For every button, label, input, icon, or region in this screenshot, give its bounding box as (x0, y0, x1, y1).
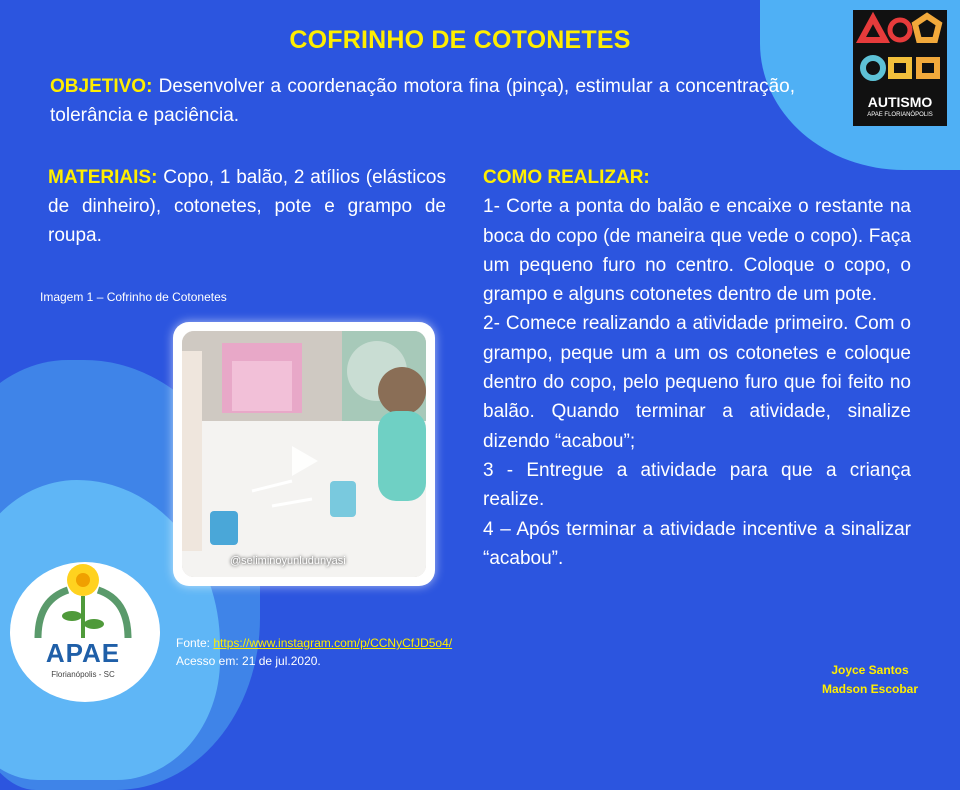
how-label: COMO REALIZAR: (483, 167, 650, 188)
step-3: 3 - Entregue a atividade para que a criança realize. (483, 459, 911, 511)
source-block (176, 634, 452, 670)
step-1: 1- Corte a ponta do balão e encaixe o restante na boca do copo (de maneira que vede o copo). Faça um pequeno furo no centro. Coloque o copo, o grampo e alguns cotonetes dentro de um pote. (483, 196, 911, 306)
photo-watermark: @seliminoyunludunyasi (230, 555, 346, 567)
step-4: 4 – Após terminar a atividade incentive a sinalizar “acabou”. (483, 518, 911, 569)
autismo-logo-subtext: APAE FLORIANÓPOLIS (867, 112, 933, 118)
autismo-logo-text: AUTISMO (867, 94, 933, 110)
apae-flower-icon (28, 560, 138, 640)
step-2: 2- Comece realizando a atividade primeiro. Com o grampo, peque um a um os cotonetes e coloque dentro do copo, pelo pequeno furo que foi feito no balão. Quando terminar a atividade, sinalize dizendo “acabou”; (483, 313, 911, 452)
materials-label: MATERIAIS: (48, 167, 158, 188)
apae-logo-text: APAE (45, 638, 121, 668)
activity-photo[interactable] (182, 331, 426, 577)
objective-label: OBJETIVO: (50, 76, 153, 97)
autismo-shapes-icon (853, 10, 947, 94)
materials-text: Copo, 1 balão, 2 atílios (elásticos de dinheiro), cotonetes, pote e grampo de roupa. (48, 167, 446, 246)
autismo-logo (853, 10, 947, 126)
image-caption: Imagem 1 – Cofrinho de Cotonetes (40, 290, 227, 304)
source-label: Fonte: (176, 636, 214, 650)
objective-paragraph (50, 72, 795, 130)
how-to-section (483, 163, 911, 573)
author-1: Joyce Santos (831, 663, 909, 677)
author-2: Madson Escobar (821, 682, 919, 696)
activity-photo-frame (173, 322, 435, 586)
access-date: Acesso em: 21 de jul.2020. (176, 654, 321, 668)
materials-paragraph (48, 163, 446, 250)
play-icon[interactable] (292, 446, 318, 476)
objective-text: Desenvolver a coordenação motora fina (pinça), estimular a concentração, tolerância e paciência. (50, 76, 795, 126)
apae-logo (28, 560, 138, 690)
page-title: COFRINHO DE COTONETES (289, 26, 631, 54)
apae-logo-subtext: Florianópolis - SC (51, 670, 115, 679)
credits (800, 661, 940, 699)
source-link[interactable]: https://www.instagram.com/p/CCNyCfJD5o4/ (213, 636, 453, 650)
